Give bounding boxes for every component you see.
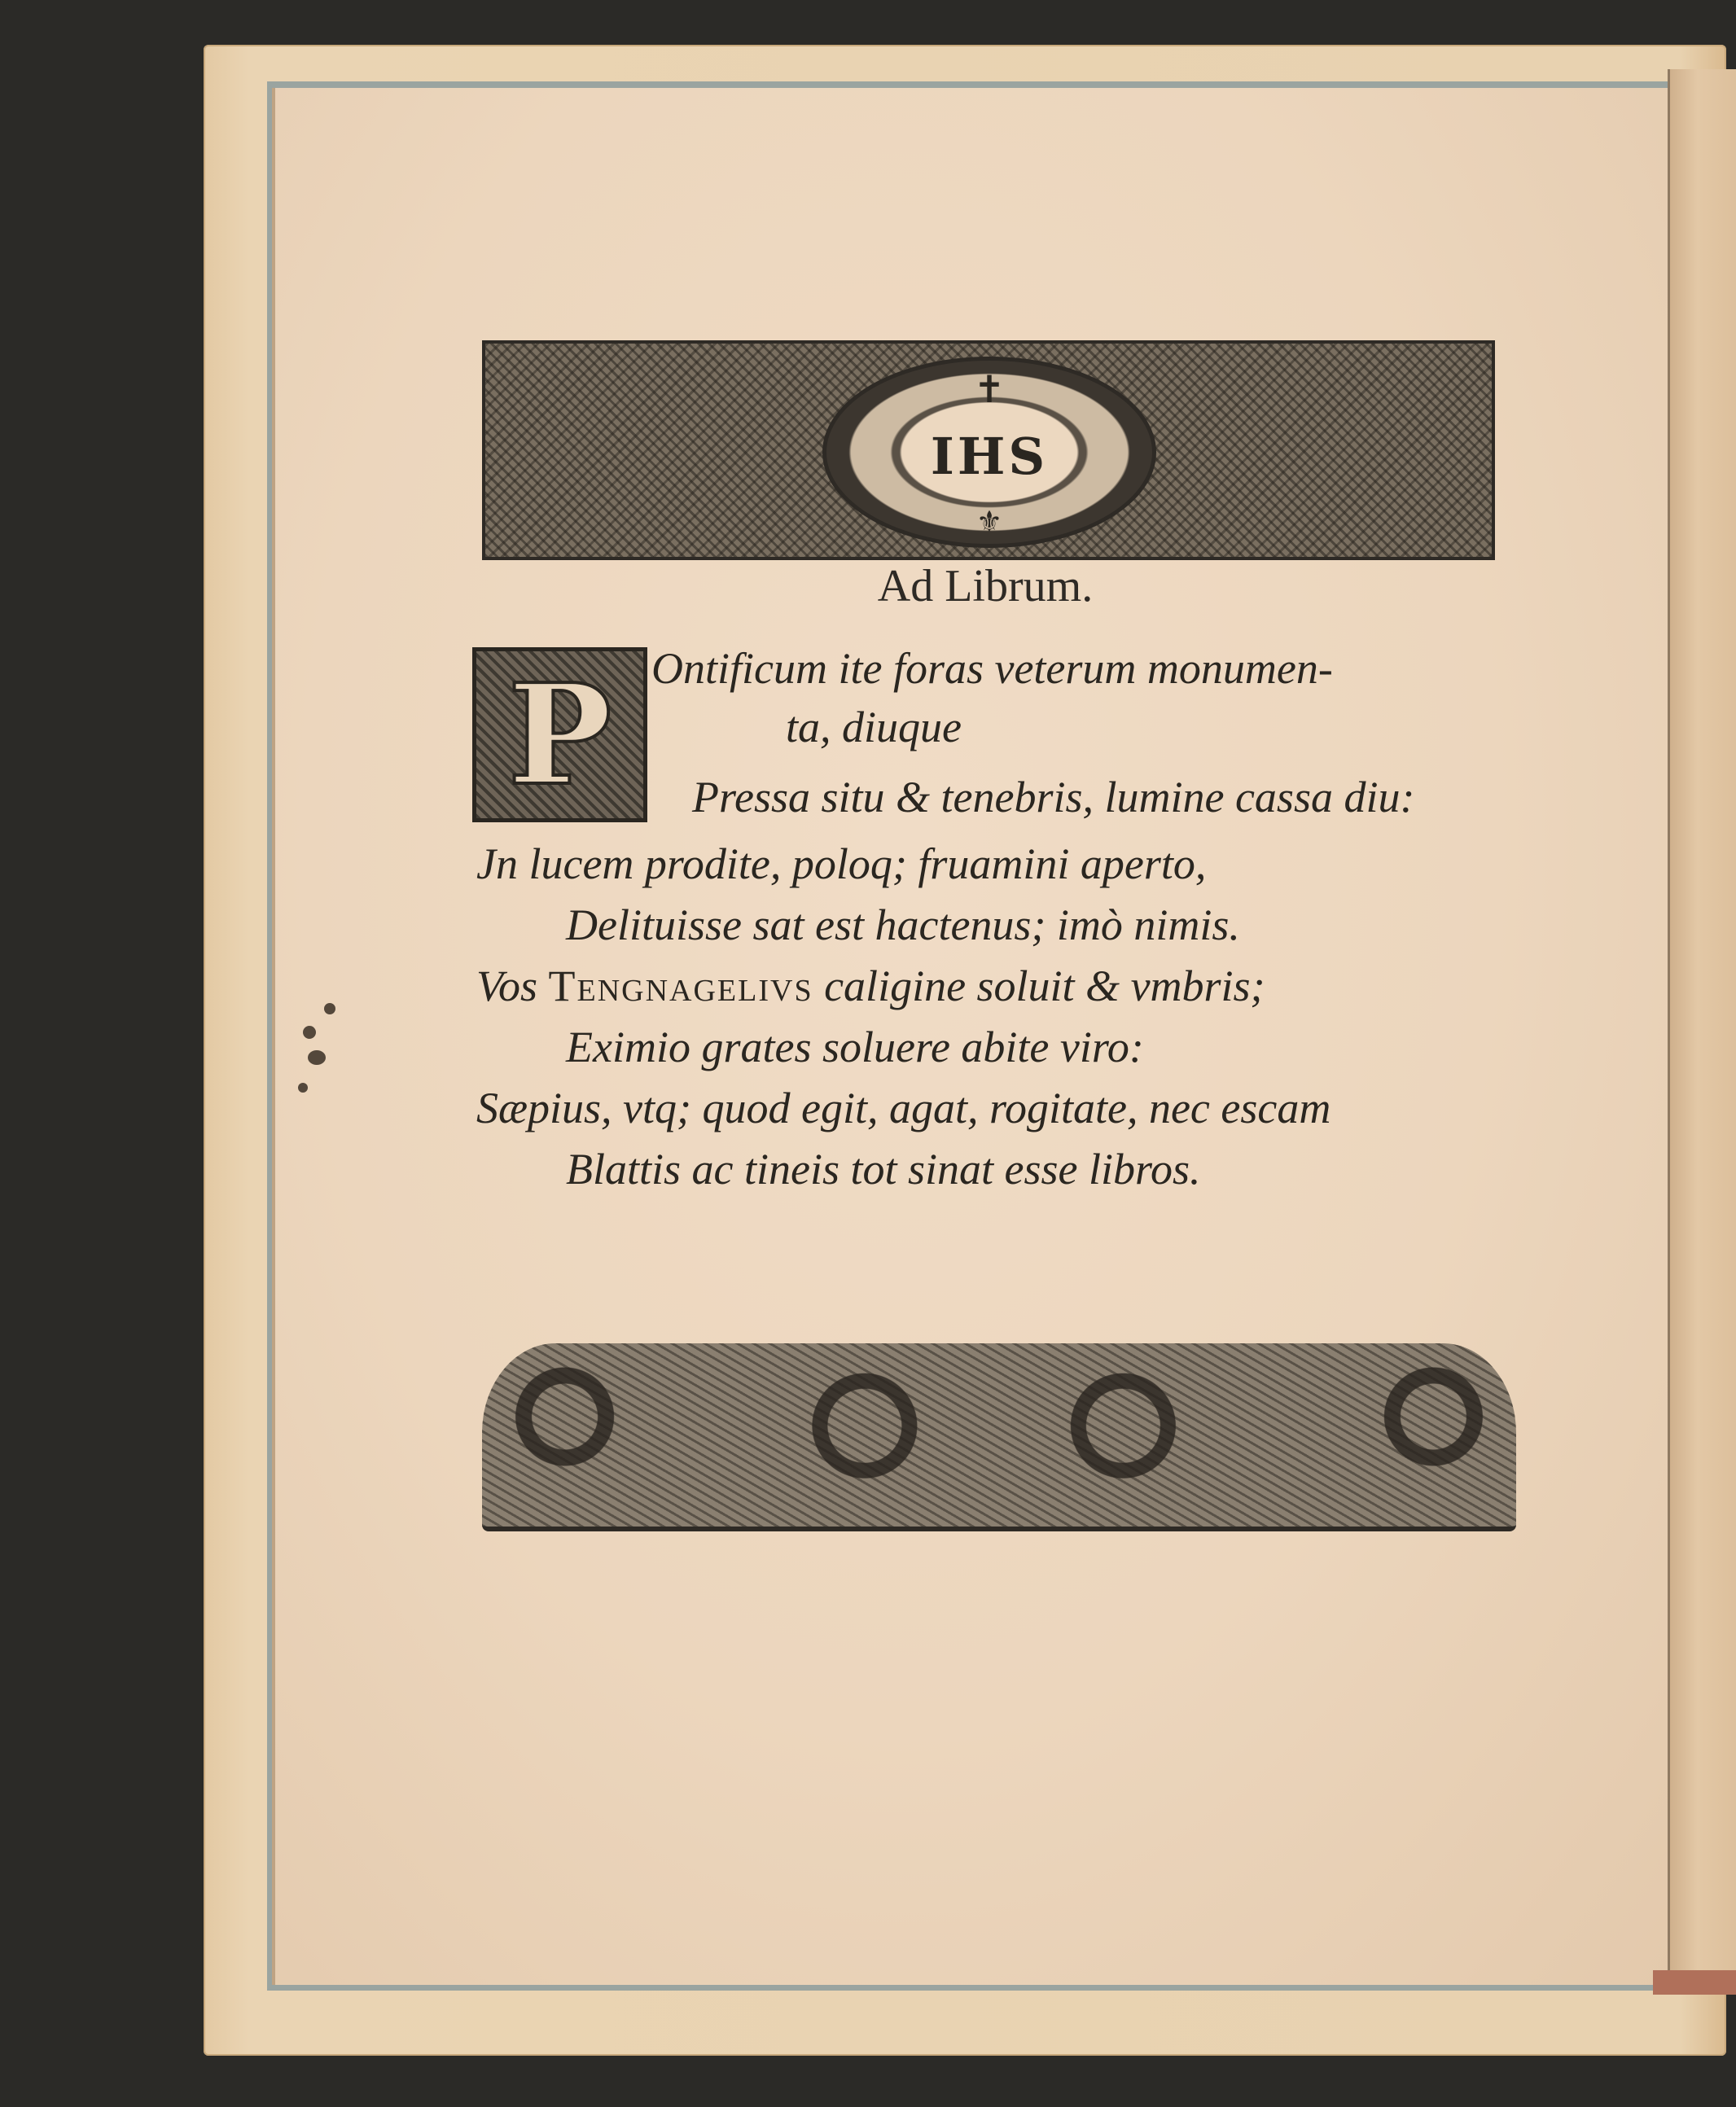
verse-line-4: Jn lucem prodite, poloq; fruamini aperto,	[476, 839, 1207, 888]
woodcut-tailpiece	[482, 1343, 1516, 1531]
ihs-medallion	[822, 357, 1156, 548]
verse-word-vos: Vos	[476, 962, 538, 1010]
verse-line-8: Sæpius, vtq; quod egit, agat, rogitate, nec escam	[476, 1084, 1331, 1132]
poem-title: Ad Librum.	[877, 561, 1094, 611]
verse-line-5: Delituisse sat est hactenus; imò nimis.	[566, 900, 1240, 949]
verse-line-1: Ontificum ite foras veterum monumen-	[651, 644, 1333, 693]
verse-line-6-rest: caligine soluit & vmbris;	[824, 962, 1265, 1010]
verse-line-3: Pressa situ & tenebris, lumine cassa diu:	[692, 773, 1415, 821]
fleur-de-lis-icon: ⚜	[975, 506, 1003, 539]
verse-line-7: Eximio grates soluere abite viro:	[566, 1023, 1144, 1071]
spine-edge	[1653, 1970, 1736, 1995]
ink-stain	[303, 1026, 316, 1039]
verse-line-2: ta, diuque	[786, 703, 962, 751]
drop-cap	[472, 647, 647, 822]
verse-line-6	[476, 961, 1265, 1011]
ink-stain	[298, 1083, 308, 1093]
verse-line-9: Blattis ac tineis tot sinat esse libros.	[566, 1145, 1201, 1194]
cross-icon: ✝	[973, 367, 1006, 411]
ink-stain	[324, 1003, 335, 1014]
name-tengnagelius: Tengnagelivs	[548, 962, 813, 1010]
ihs-monogram: IHS	[930, 427, 1049, 486]
facing-page-edge	[1668, 69, 1736, 1991]
ink-stain	[308, 1050, 326, 1065]
drop-cap-letter: P	[507, 653, 612, 817]
